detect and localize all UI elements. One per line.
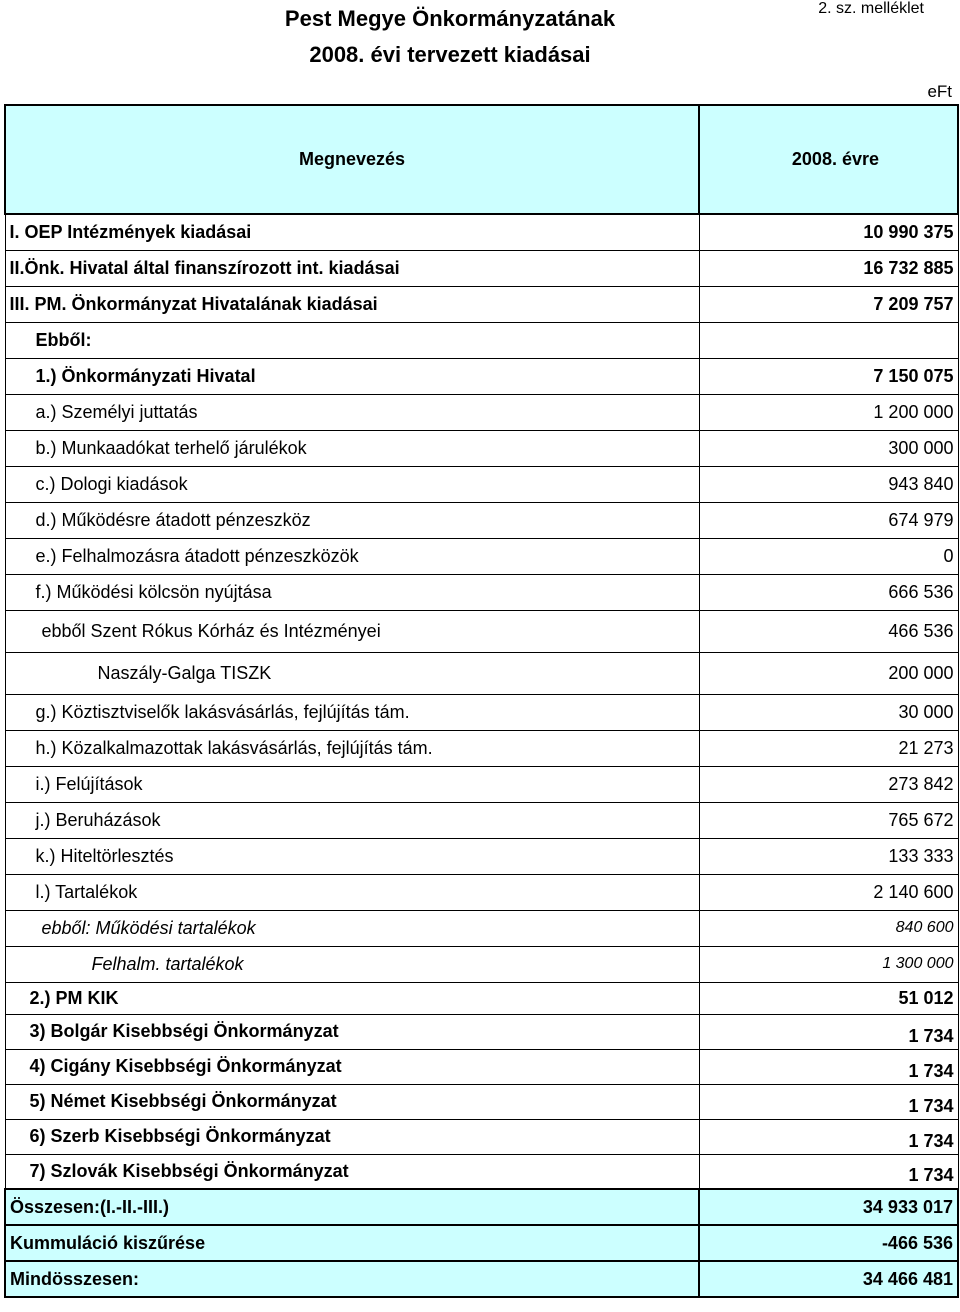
row-label: III. PM. Önkormányzat Hivatalának kiadásai <box>5 286 699 322</box>
grand-total-row <box>5 1261 958 1297</box>
header-name: Megnevezés <box>5 105 699 214</box>
row-label: II.Önk. Hivatal által finanszírozott int. kiadásai <box>5 250 699 286</box>
unit-label: eFt <box>927 82 952 101</box>
row-value: 10 990 375 <box>699 214 958 250</box>
row-value: 7 209 757 <box>699 286 958 322</box>
row-label: e.) Felhalmozásra átadott pénzeszközök <box>5 538 699 574</box>
table-row <box>5 610 958 652</box>
table-header-row <box>5 105 958 214</box>
table-row <box>5 1049 958 1084</box>
table-row <box>5 874 958 910</box>
table-row <box>5 574 958 610</box>
row-label: i.) Felújítások <box>5 766 699 802</box>
row-value: 51 012 <box>699 982 958 1014</box>
row-value: 7 150 075 <box>699 358 958 394</box>
grand-total-label: Mindösszesen: <box>5 1261 699 1297</box>
table-row <box>5 982 958 1014</box>
cumulation-value: -466 536 <box>699 1225 958 1261</box>
row-label: j.) Beruházások <box>5 802 699 838</box>
row-label: Naszály-Galga TISZK <box>5 652 699 694</box>
grand-total-value: 34 466 481 <box>699 1261 958 1297</box>
table-row <box>5 1119 958 1154</box>
row-value: 200 000 <box>699 652 958 694</box>
table-row <box>5 250 958 286</box>
total-value: 34 933 017 <box>699 1189 958 1225</box>
row-label: 6) Szerb Kisebbségi Önkormányzat <box>5 1119 699 1154</box>
row-label: I. OEP Intézmények kiadásai <box>5 214 699 250</box>
row-value: 300 000 <box>699 430 958 466</box>
row-value: 666 536 <box>699 574 958 610</box>
table-row <box>5 1154 958 1189</box>
row-value: 16 732 885 <box>699 250 958 286</box>
table-row <box>5 358 958 394</box>
table-row <box>5 214 958 250</box>
cumulation-row <box>5 1225 958 1261</box>
row-value: 1 200 000 <box>699 394 958 430</box>
row-value: 943 840 <box>699 466 958 502</box>
table-row <box>5 946 958 982</box>
row-label: 1.) Önkormányzati Hivatal <box>5 358 699 394</box>
table-row <box>5 766 958 802</box>
table-row <box>5 394 958 430</box>
table-row <box>5 502 958 538</box>
row-label: Felhalm. tartalékok <box>5 946 699 982</box>
table-row <box>5 652 958 694</box>
row-value: 0 <box>699 538 958 574</box>
table-row <box>5 322 958 358</box>
annex-label: 2. sz. melléklet <box>818 0 924 17</box>
row-label: 2.) PM KIK <box>5 982 699 1014</box>
table-row <box>5 838 958 874</box>
row-label: b.) Munkaadókat terhelő járulékok <box>5 430 699 466</box>
row-value: 1 300 000 <box>699 946 958 982</box>
row-label: 4) Cigány Kisebbségi Önkormányzat <box>5 1049 699 1084</box>
table-row <box>5 1084 958 1119</box>
row-value: 765 672 <box>699 802 958 838</box>
row-value: 1 734 <box>699 1119 958 1154</box>
row-value: 466 536 <box>699 610 958 652</box>
table-row <box>5 910 958 946</box>
row-value <box>699 322 958 358</box>
table-row <box>5 538 958 574</box>
total-label: Összesen:(I.-II.-III.) <box>5 1189 699 1225</box>
row-value: 840 600 <box>699 910 958 946</box>
row-value: 133 333 <box>699 838 958 874</box>
row-label: d.) Működésre átadott pénzeszköz <box>5 502 699 538</box>
row-value: 1 734 <box>699 1154 958 1189</box>
row-value: 273 842 <box>699 766 958 802</box>
page-title: Pest Megye Önkormányzatának <box>284 6 616 31</box>
row-value: 30 000 <box>699 694 958 730</box>
total-row <box>5 1189 958 1225</box>
table-row <box>5 430 958 466</box>
row-label: c.) Dologi kiadások <box>5 466 699 502</box>
row-label: k.) Hiteltörlesztés <box>5 838 699 874</box>
row-label: h.) Közalkalmazottak lakásvásárlás, fejlújítás tám. <box>5 730 699 766</box>
row-label: f.) Működési kölcsön nyújtása <box>5 574 699 610</box>
row-value: 1 734 <box>699 1049 958 1084</box>
header-value: 2008. évre <box>699 105 958 214</box>
page-subtitle: 2008. évi tervezett kiadásai <box>309 42 591 67</box>
row-label: 7) Szlovák Kisebbségi Önkormányzat <box>5 1154 699 1189</box>
table-row <box>5 466 958 502</box>
row-value: 1 734 <box>699 1014 958 1049</box>
row-label: g.) Köztisztviselők lakásvásárlás, fejlújítás tám. <box>5 694 699 730</box>
table-row <box>5 694 958 730</box>
row-value: 1 734 <box>699 1084 958 1119</box>
row-label: a.) Személyi juttatás <box>5 394 699 430</box>
table-row <box>5 730 958 766</box>
expenditure-table <box>4 104 959 1298</box>
row-value: 21 273 <box>699 730 958 766</box>
row-label: 3) Bolgár Kisebbségi Önkormányzat <box>5 1014 699 1049</box>
row-value: 674 979 <box>699 502 958 538</box>
table-row <box>5 802 958 838</box>
cumulation-label: Kummuláció kiszűrése <box>5 1225 699 1261</box>
table-row <box>5 1014 958 1049</box>
row-label: l.) Tartalékok <box>5 874 699 910</box>
row-label: ebből: Működési tartalékok <box>5 910 699 946</box>
row-label: Ebből: <box>5 322 699 358</box>
row-label: 5) Német Kisebbségi Önkormányzat <box>5 1084 699 1119</box>
row-value: 2 140 600 <box>699 874 958 910</box>
table-row <box>5 286 958 322</box>
row-label: ebből Szent Rókus Kórház és Intézményei <box>5 610 699 652</box>
